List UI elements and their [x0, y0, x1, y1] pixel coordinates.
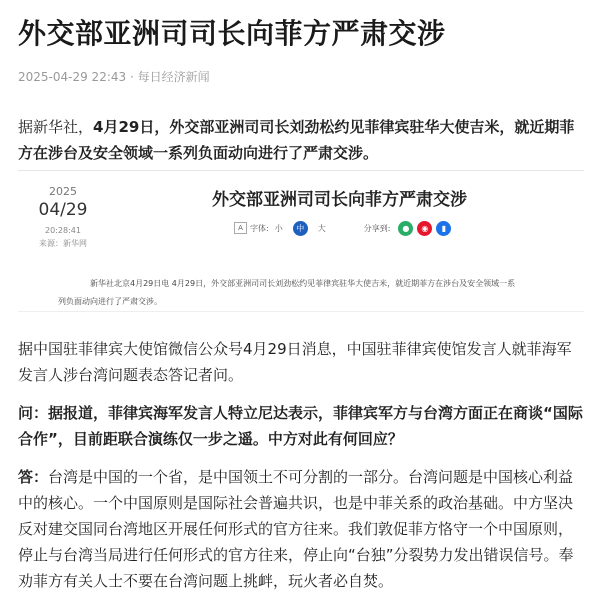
- embed-text-line-1: 新华社北京4月29日电 4月29日，外交部亚洲司司长刘劲松约见菲律宾驻华大使吉米，就近期菲方在涉台及安全领域一系: [90, 279, 516, 288]
- paragraph-answer: [18, 464, 584, 594]
- date-box: [28, 185, 98, 249]
- embed-body-text: [58, 275, 568, 311]
- source-label: 来源：新华网: [39, 239, 87, 248]
- article-title: 外交部亚洲司司长向菲方严肃交涉: [18, 17, 446, 50]
- lead-bold-text: 4月29日，外交部亚洲司司长刘劲松约见菲律宾驻华大使吉米，就近期菲方在涉台及安全领域一系列负面动向进行了严肃交涉。: [18, 118, 575, 162]
- font-medium-button[interactable]: 中: [293, 221, 308, 236]
- date-month-day: 04/29: [38, 200, 88, 220]
- date-year: 2025: [49, 185, 77, 198]
- answer-text: 台湾是中国的一个省，是中国领土不可分割的一部分。台湾问题是中国核心利益中的核心。一个中国原则是国际社会普遍共识，也是中菲关系的政治基础。中方坚决反对建交国同台湾地区开展任何形式的官方往来。我们敦促菲方恪守一个中国原则，停止与台湾当局进行任何形式的官方往来，停止向“台独”分裂势力发出错误信号。奉劝菲方有关人士不要在台湾问题上挑衅，玩火者必自焚。: [18, 468, 574, 590]
- font-size-icon: A: [234, 222, 247, 234]
- font-small-button[interactable]: 小: [274, 223, 283, 233]
- share-label: 分享到:: [363, 223, 391, 233]
- font-label: 字体:: [250, 223, 269, 233]
- embed-title: 外交部亚洲司司长向菲方严肃交涉: [212, 190, 467, 210]
- wechat-share-icon[interactable]: ●: [398, 221, 413, 236]
- font-large-button[interactable]: 大: [317, 223, 326, 233]
- answer-label: 答：: [18, 468, 49, 486]
- paragraph-embassy-statement: 据中国驻菲律宾大使馆微信公众号4月29日消息，中国驻菲律宾使馆发言人就菲海军发言人涉台湾问题表态答记者问。: [18, 340, 572, 384]
- weibo-share-icon[interactable]: ◉: [417, 221, 432, 236]
- lead-paragraph: [18, 114, 584, 166]
- font-share-toolbar: [234, 219, 451, 237]
- date-time: 20:28:41: [45, 226, 81, 235]
- qq-share-icon[interactable]: ▮: [436, 221, 451, 236]
- paragraph-question: 问：据报道，菲律宾海军发言人特立尼达表示，菲律宾军方与台湾方面正在商谈“国际合作”，目前距联合演练仅一步之遥。中方对此有何回应？: [18, 404, 583, 448]
- embedded-screenshot: [18, 170, 584, 312]
- embed-text-line-2: 列负面动向进行了严肃交涉。: [58, 297, 162, 306]
- lead-prefix: 据新华社，: [18, 118, 94, 136]
- article-meta: 2025-04-29 22:43 · 每日经济新闻: [18, 70, 210, 84]
